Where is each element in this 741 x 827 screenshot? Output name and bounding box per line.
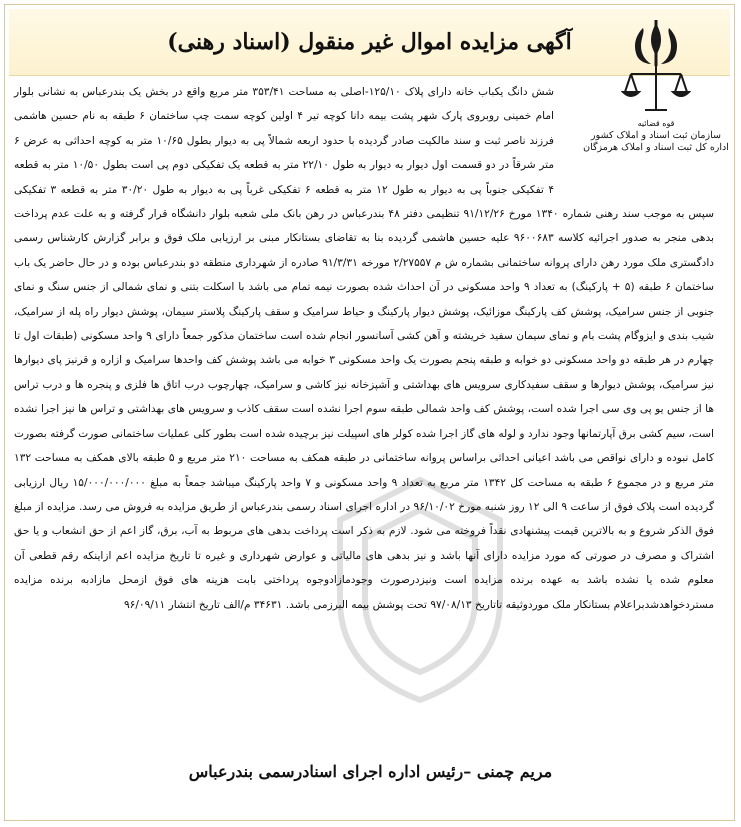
notice-body-text: شش دانگ یکباب خانه دارای پلاک ۱۲۵/۱۰-اصلی به مساحت ۳۵۳/۴۱ متر مربع واقع در بخش یک بندرعباس به نشانی بلوار امام خمینی روبروی پارک شهر پشت بیمه دانا کوچه تیر ۴ اولین کوچه سمت چپ ساختمان ۶ طبقه به نام حسین هاشمی فرزند ناصر ثبت و سند مالکیت صادر گردیده با حدود اربعه شمالاً پی به دیوار بطول ۱۰/۶۵ متر به کوچه احداثی به عرض ۶ متر شرقاً در دو قسمت اول دیوار به دیوار به طول ۲۲/۱۰ متر به قطعه یک تفکیکی دوم پی است بطول ۱۰/۵۰ متر به قطعه ۴ تفکیکی جنوباً پی به دیوار به طول ۱۲ متر به قطعه ۶ تفکیکی غرباً پی به دیوار به طول ۳۰/۲۰ متر به قطعه ۳ تفکیکی سپس به موجب سند رهنی شماره ۱۳۴۰ مورخ ۹۱/۱۲/۲۶ تنظیمی دفتر ۴۸ بندرعباس در رهن بانک ملی شعبه بلوار دانشگاه قرار گرفته و به علت عدم پرداخت بدهی منجر به صدور اجرائیه کلاسه ۹۶۰۰۶۸۳ علیه حسین هاشمی گردیده بنا به تقاضای بستانکار مبنی بر ارزیابی ملک فوق و برابر گزارش کارشناس رسمی دادگستری ملک مورد رهن دارای پروانه ساختمانی بشماره ش م ۲/۲۷۵۵۷ مورخه ۹۱/۳/۳۱ صادره از شهرداری منطقه دو بندرعباس بوده و در حال حاضر یک باب ساختمان ۶ طبقه (۵ + پارکینگ) به تعداد ۹ واحد مسکونی در آن احداث شده بصورت نیمه تمام می باشد با اسکلت بتنی و نمای شمالی از جنس سنگ و نمای جنوبی از جنس سرامیک، پوشش کف پارکینگ موزائیک، پوشش دیوار پارکینگ و حیاط سرامیک و سقف پارکینگ پلاستر سیمان، پوشش دیوار راه پله از سرامیک، شیب بندی و ایزوگام پشت بام و نمای سیمان سفید خریشته و آهن کشی آسانسور انجام شده است ساختمان مذکور جمعاً دارای ۹ واحد مسکونی (طبقات اول تا چهارم در هر طبقه دو واحد مسکونی دو خوابه و طبقه پنجم بصورت یک واحد مسکونی ۳ خوابه می باشد پوشش کف واحدها سرامیک و ازاره و قرنیز پای دیوارها نیز سرامیک، پوشش دیوارها و سقف سفیدکاری سرویس های بهداشتی و آشپزخانه نیز کاشی و سرامیک، چهارچوب درب اتاق ها فلزی و پنجره ها و درب تراس ها از جنس یو پی وی سی اجرا شده است، پوشش کف واحد شمالی طبقه سوم اجرا نشده است سقف کاذب و سرویس های بهداشتی و تراس ها نیز اجرا نشده است، سیم کشی برق آپارتمانها وجود ندارد و لوله های گاز اجرا شده کولر های اسپیلت نیز برچیده شده است بطور کلی عملیات ساختمانی صورت گرفته بصورت کامل نبوده و دارای نواقص می باشد اعیانی احداثی براساس پروانه ساختمانی در طبقه همکف به مساحت ۲۱۰ متر مربع و ۵ طبقه بالای همکف به مساحت ۱۳۲ متر مربع و در مجموع ۶ طبقه به مساحت کل ۱۳۴۲ متر مربع به تعداد ۹ واحد مسکونی و ۷ واحد پارکینگ میباشد جمعاً به مبلغ ۱۵/۰۰۰/۰۰۰/۰۰۰ ریال ارزیابی گردیده است پلاک فوق از ساعت ۹ الی ۱۲ روز شنبه مورخ ۹۶/۱۰/۰۲ در اداره اجرای اسناد رسمی بندرعباس از طریق مزایده به فروش می رسد. مزایده از مبلغ فوق الذکر شروع و به بالاترین قیمت پیشنهادی نقداً فروخته می شود. لازم به ذکر است پرداخت بدهی های مربوط به آب، برق، گاز اعم از حق انشعاب و یا حق اشتراک و مصرف در صورتی که مورد مزایده دارای آنها باشد و نیز بدهی های مالیاتی و عوارض شهرداری و غیره تا تاریخ مزایده اعم ازاینکه رقم قطعی آن معلوم شده یا نشده باشد به عهده برنده مزایده است ونیزدرصورت وجودمازادوجوه پرداختی بابت هزینه های فوق ازمحل مازادبه برنده مزایده مستردخواهدشدبراعلام بستانکار ملک موردوثیقه تاتاریخ ۹۷/۰۸/۱۳ تحت پوشش بیمه البرزمی باشد. ۳۴۶۳۱ م/الف تاریخ انتشار ۹۶/۰۹/۱۱ <box>14 86 714 611</box>
signature: مریم چمنی –رئیس اداره اجرای اسنادرسمی بندرعباس <box>188 762 553 781</box>
notice-title: آگهی مزایده اموال غیر منقول (اسناد رهنی) <box>167 29 572 55</box>
emblem-caption-line3: اداره کل ثبت اسناد و املاک هرمزگان <box>583 142 729 153</box>
notice-body <box>14 80 714 617</box>
emblem-caption-line2: سازمان ثبت اسناد و املاک کشور <box>591 130 721 141</box>
emblem-caption-line1: قوه قضائیه <box>637 119 675 128</box>
emblem-spacer <box>554 80 714 190</box>
